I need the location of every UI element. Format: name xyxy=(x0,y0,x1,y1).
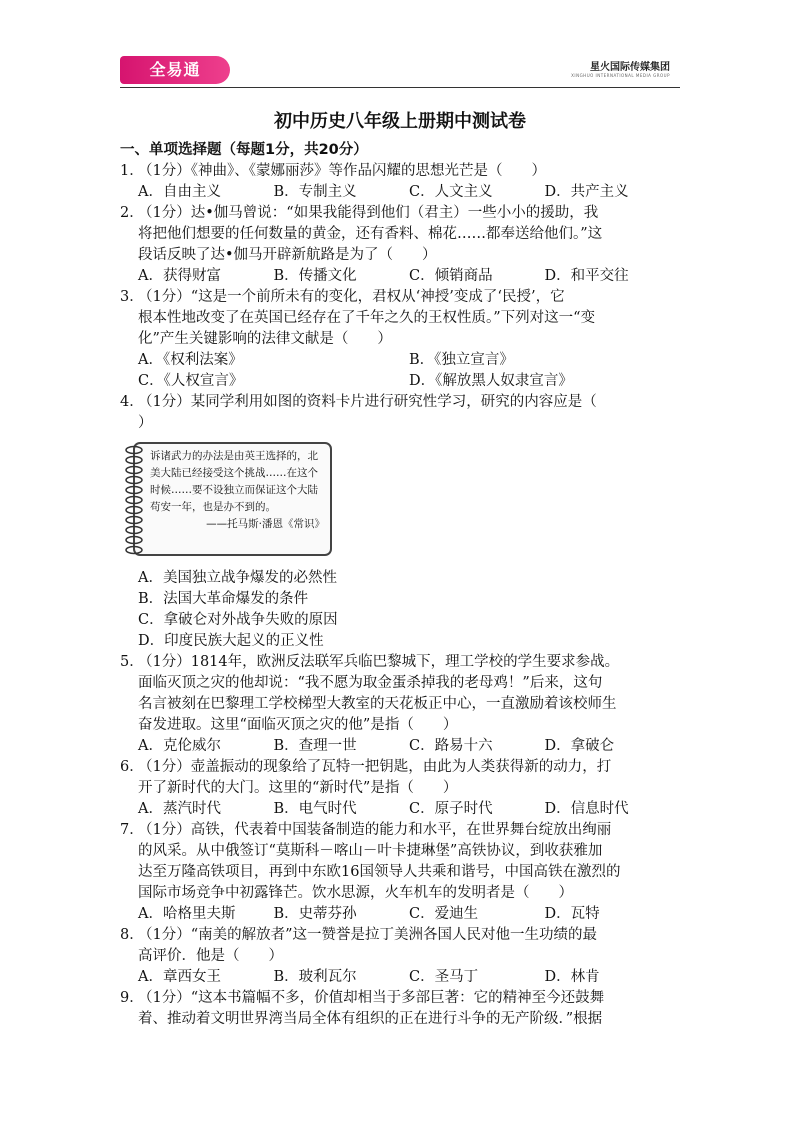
answer-option: D．拿破仑 xyxy=(544,738,615,754)
question-line: 奋发进取。这里“面临灭顶之灾的他”是指（ ） xyxy=(138,717,458,733)
option-row xyxy=(120,266,680,287)
brand-logo: 全易通 xyxy=(120,56,230,84)
question-item xyxy=(120,161,680,203)
question-line: （1分）“这是一个前所未有的变化，君权从‘神授’变成了‘民授’，它 xyxy=(138,289,565,305)
question-item xyxy=(120,925,680,988)
question-line: （1分）高铁，代表着中国装备制造的能力和水平，在世界舞台绽放出绚丽 xyxy=(138,822,612,838)
question-line: （1分）达•伽马曾说：“如果我能得到他们（君主）一些小小的援助，我 xyxy=(138,205,599,221)
question-list xyxy=(120,161,680,1030)
option-row xyxy=(120,904,680,925)
answer-option: A．自由主义 xyxy=(138,184,221,200)
question-stem xyxy=(120,203,680,266)
question-stem xyxy=(120,287,680,350)
question-stem xyxy=(120,757,680,799)
answer-option: D．信息时代 xyxy=(544,801,629,817)
header-divider xyxy=(120,87,680,88)
question-line: （1分）壶盖振动的现象给了瓦特一把钥匙，由此为人类获得新的动力，打 xyxy=(138,759,612,775)
answer-option: B．传播文化 xyxy=(273,268,357,284)
question-line: （1分）《神曲》、《蒙娜丽莎》等作品闪耀的思想光芒是（ ） xyxy=(138,163,546,179)
question-item xyxy=(120,392,680,652)
question-line: 达至万隆高铁项目，再到中东欧16国领导人共乘和谐号，中国高铁在激烈的 xyxy=(138,864,621,880)
answer-option: C．原子时代 xyxy=(409,801,493,817)
option-row xyxy=(120,350,680,371)
answer-option: C．路易十六 xyxy=(409,738,493,754)
option-row xyxy=(120,736,680,757)
question-number: 8． xyxy=(120,927,144,943)
answer-option: B．专制主义 xyxy=(273,184,357,200)
question-line: （1分）1814年，欧洲反法联军兵临巴黎城下，理工学校的学生要求参战。 xyxy=(138,654,620,670)
answer-option: A．章西女王 xyxy=(138,969,221,985)
answer-option: C．《人权宣言》 xyxy=(138,373,244,389)
answer-option: C．拿破仑对外战争失败的原因 xyxy=(138,612,338,628)
question-number: 2． xyxy=(120,205,144,221)
answer-option: C．人文主义 xyxy=(409,184,493,200)
answer-option: D．瓦特 xyxy=(544,906,600,922)
option-row xyxy=(120,967,680,988)
answer-option: A．蒸汽时代 xyxy=(138,801,221,817)
option-row xyxy=(120,799,680,820)
question-line: 名言被刻在巴黎理工学校梯型大教室的天花板正中心，一直激励着该校师生 xyxy=(138,696,617,712)
question-stem xyxy=(120,820,680,904)
question-line: （1分）“南美的解放者”这一赞誉是拉丁美洲各国人民对他一生功绩的最 xyxy=(138,927,598,943)
answer-option: C．爱迪生 xyxy=(409,906,479,922)
answer-option: B．电气时代 xyxy=(273,801,357,817)
question-line: 开了新时代的大门。这里的“新时代”是指（ ） xyxy=(138,780,458,796)
answer-option: A．美国独立战争爆发的必然性 xyxy=(138,570,337,586)
question-item xyxy=(120,203,680,287)
answer-option: A．《权利法案》 xyxy=(138,352,243,368)
question-line: 高评价．他是（ ） xyxy=(138,948,283,964)
publisher-subtitle: XINGHUO INTERNATIONAL MEDIA GROUP xyxy=(571,73,670,78)
question-number: 1． xyxy=(120,163,144,179)
question-line: 将把他们想要的任何数量的黄金，还有香料、棉花……都奉送给他们。”这 xyxy=(138,226,603,242)
question-stem xyxy=(120,161,680,182)
answer-option: A．克伦威尔 xyxy=(138,738,221,754)
question-number: 4． xyxy=(120,394,144,410)
question-line: 着、推动着文明世界湾当局全体有组织的正在进行斗争的无产阶级．”根据 xyxy=(138,1011,603,1027)
question-stem xyxy=(120,652,680,736)
publisher-name-text: 星火国际传媒集团 xyxy=(590,62,670,73)
answer-option: B．《独立宣言》 xyxy=(409,352,514,368)
answer-option: D．印度民族大起义的正义性 xyxy=(138,633,324,649)
card-source: ——托马斯·潘恩《常识》 xyxy=(206,518,325,530)
page-header xyxy=(120,56,680,86)
question-line: 面临灭顶之灾的他却说：“我不愿为取金蛋杀掉我的老母鸡！”后来，这句 xyxy=(138,675,603,691)
answer-option: C．倾销商品 xyxy=(409,268,493,284)
option-row xyxy=(120,182,680,203)
question-line: 化”产生关键影响的法律文献是（ ） xyxy=(138,331,392,347)
answer-option: D．和平交往 xyxy=(544,268,629,284)
question-item xyxy=(120,757,680,820)
answer-option: B．查理一世 xyxy=(273,738,357,754)
source-card xyxy=(120,440,335,560)
option-row xyxy=(120,371,680,392)
card-quote: 诉诸武力的办法是由英王选择的，北美大陆已经接受这个挑战……在这个时候……要不设独立而保证这个大陆苟安一年，也是办不到的。 ——托马斯·潘恩《常识》 xyxy=(150,448,325,533)
section-heading: 一、单项选择题（每题1分，共20分） xyxy=(120,142,368,158)
question-number: 9． xyxy=(120,990,144,1006)
answer-option: D．《解放黑人奴隶宣言》 xyxy=(409,373,573,389)
answer-option: C．圣马丁 xyxy=(409,969,479,985)
question-stem xyxy=(120,925,680,967)
question-stem xyxy=(120,392,680,434)
question-stem xyxy=(120,988,680,1030)
question-item xyxy=(120,820,680,925)
answer-option: D．共产主义 xyxy=(544,184,629,200)
question-number: 6． xyxy=(120,759,144,775)
exam-content xyxy=(120,140,680,1030)
question-number: 5． xyxy=(120,654,144,670)
question-line: ） xyxy=(138,415,153,431)
question-item xyxy=(120,287,680,392)
answer-option: B．史蒂芬孙 xyxy=(273,906,357,922)
page-title: 初中历史八年级上册期中测试卷 xyxy=(274,111,526,132)
question-number: 7． xyxy=(120,822,144,838)
question-line: 的风采。从中俄签订“莫斯科－喀山－叶卡捷琳堡”高铁协议，到收获雅加 xyxy=(138,843,603,859)
question-line: （1分）“这本书篇幅不多，价值却相当于多部巨著：它的精神至今还鼓舞 xyxy=(138,990,605,1006)
answer-option: B．法国大革命爆发的条件 xyxy=(138,591,309,607)
publisher-name xyxy=(571,58,670,78)
question-line: 国际市场竞争中初露锋芒。饮水思源，火车机车的发明者是（ ） xyxy=(138,885,573,901)
answer-option: A．获得财富 xyxy=(138,268,221,284)
question-number: 3． xyxy=(120,289,144,305)
question-line: （1分）某同学利用如图的资料卡片进行研究性学习，研究的内容应是（ xyxy=(138,394,597,410)
answer-option: B．玻利瓦尔 xyxy=(273,969,357,985)
question-item xyxy=(120,652,680,757)
question-line: 根本性地改变了在英国已经存在了千年之久的王权性质。”下列对这一“变 xyxy=(138,310,596,326)
answer-option: A．哈格里夫斯 xyxy=(138,906,236,922)
question-item xyxy=(120,988,680,1030)
answer-option: D．林肯 xyxy=(544,969,600,985)
question-line: 段话反映了达•伽马开辟新航路是为了（ ） xyxy=(138,247,437,263)
